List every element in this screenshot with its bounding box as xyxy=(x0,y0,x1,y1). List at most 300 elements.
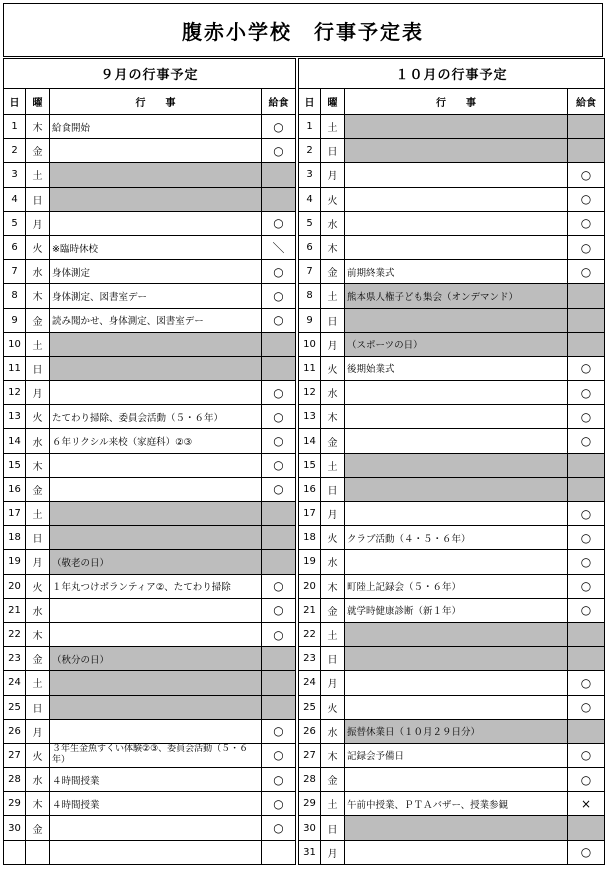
lunch-cell: ○ xyxy=(262,792,296,816)
event-cell xyxy=(50,502,262,526)
table-row xyxy=(4,671,296,695)
day-cell: 4 xyxy=(299,187,321,211)
event-cell: ３年生金魚すくい体験②③、委員会活動（５・６年） xyxy=(50,743,262,767)
lunch-cell: ○ xyxy=(568,502,605,526)
weekday-cell: 火 xyxy=(26,235,50,259)
event-cell: 読み聞かせ、身体測定、図書室デー xyxy=(50,308,262,332)
table-row xyxy=(4,598,296,622)
day-cell: 19 xyxy=(4,550,26,574)
event-cell xyxy=(50,381,262,405)
event-cell: 身体測定 xyxy=(50,260,262,284)
lunch-cell: ○ xyxy=(262,115,296,139)
event-cell xyxy=(345,139,568,163)
weekday-cell: 水 xyxy=(26,260,50,284)
event-cell xyxy=(345,115,568,139)
weekday-cell: 水 xyxy=(321,550,345,574)
day-cell: 15 xyxy=(4,453,26,477)
table-row xyxy=(4,840,296,864)
weekday-cell: 水 xyxy=(26,429,50,453)
event-cell: 熊本県人権子ども集会（オンデマンド） xyxy=(345,284,568,308)
lunch-cell: ○ xyxy=(568,526,605,550)
event-cell: 就学時健康診断（新１年） xyxy=(345,598,568,622)
weekday-cell: 月 xyxy=(321,502,345,526)
weekday-cell: 日 xyxy=(321,477,345,501)
lunch-cell xyxy=(262,840,296,864)
weekday-cell: 土 xyxy=(321,453,345,477)
weekday-cell: 月 xyxy=(26,381,50,405)
weekday-cell: 月 xyxy=(26,211,50,235)
event-cell: ６年リクシル来校（家庭科）②③ xyxy=(50,429,262,453)
lunch-cell xyxy=(262,526,296,550)
table-row xyxy=(299,598,605,622)
lunch-cell: ○ xyxy=(568,235,605,259)
event-cell: 町陸上記録会（５・６年） xyxy=(345,574,568,598)
col-event-header: 行 事 xyxy=(345,89,568,115)
table-row xyxy=(299,405,605,429)
day-cell: 28 xyxy=(299,768,321,792)
day-cell: 6 xyxy=(4,235,26,259)
day-cell: 8 xyxy=(299,284,321,308)
october-heading: １０月の行事予定 xyxy=(299,59,605,89)
table-row xyxy=(299,381,605,405)
day-cell: 28 xyxy=(4,768,26,792)
table-row xyxy=(299,115,605,139)
day-cell: 3 xyxy=(299,163,321,187)
table-row xyxy=(4,526,296,550)
weekday-cell: 火 xyxy=(26,743,50,767)
event-cell: クラブ活動（４・５・６年） xyxy=(345,526,568,550)
weekday-cell: 金 xyxy=(321,768,345,792)
table-row xyxy=(4,719,296,743)
event-cell xyxy=(50,671,262,695)
day-cell: 9 xyxy=(299,308,321,332)
lunch-cell: ○ xyxy=(568,574,605,598)
table-row xyxy=(4,308,296,332)
weekday-cell: 火 xyxy=(321,526,345,550)
weekday-cell: 木 xyxy=(321,235,345,259)
table-row xyxy=(299,308,605,332)
lunch-cell: ○ xyxy=(262,719,296,743)
event-cell xyxy=(345,671,568,695)
weekday-cell: 土 xyxy=(321,622,345,646)
lunch-cell: ○ xyxy=(568,356,605,380)
event-cell xyxy=(50,598,262,622)
day-cell xyxy=(4,840,26,864)
table-row xyxy=(299,768,605,792)
day-cell: 1 xyxy=(299,115,321,139)
day-cell: 17 xyxy=(299,502,321,526)
weekday-cell: 火 xyxy=(321,187,345,211)
table-row xyxy=(4,115,296,139)
event-cell: （敬老の日） xyxy=(50,550,262,574)
event-cell: ※臨時休校 xyxy=(50,235,262,259)
event-cell: 身体測定、図書室デー xyxy=(50,284,262,308)
table-row xyxy=(4,574,296,598)
day-cell: 25 xyxy=(4,695,26,719)
weekday-cell: 土 xyxy=(26,332,50,356)
lunch-cell xyxy=(568,816,605,840)
day-cell: 8 xyxy=(4,284,26,308)
weekday-cell: 火 xyxy=(26,574,50,598)
day-cell: 12 xyxy=(4,381,26,405)
day-cell: 30 xyxy=(4,816,26,840)
table-row xyxy=(4,187,296,211)
weekday-cell: 金 xyxy=(26,308,50,332)
weekday-cell: 土 xyxy=(26,502,50,526)
event-cell xyxy=(345,647,568,671)
lunch-cell xyxy=(568,719,605,743)
event-cell xyxy=(50,187,262,211)
lunch-cell: ○ xyxy=(262,574,296,598)
event-cell xyxy=(345,381,568,405)
lunch-cell: ○ xyxy=(262,598,296,622)
event-cell xyxy=(50,356,262,380)
weekday-cell: 日 xyxy=(321,139,345,163)
table-row xyxy=(4,695,296,719)
event-cell xyxy=(345,429,568,453)
september-schedule-table xyxy=(3,58,296,865)
event-cell xyxy=(50,526,262,550)
day-cell: 11 xyxy=(4,356,26,380)
lunch-cell: × xyxy=(568,792,605,816)
lunch-cell xyxy=(262,356,296,380)
lunch-cell: ○ xyxy=(568,768,605,792)
lunch-cell: ○ xyxy=(262,768,296,792)
day-cell: 29 xyxy=(4,792,26,816)
weekday-cell: 日 xyxy=(321,816,345,840)
event-cell: 給食開始 xyxy=(50,115,262,139)
table-row xyxy=(4,332,296,356)
event-cell: ４時間授業 xyxy=(50,768,262,792)
day-cell: 15 xyxy=(299,453,321,477)
event-cell xyxy=(345,477,568,501)
day-cell: 24 xyxy=(299,671,321,695)
day-cell: 26 xyxy=(4,719,26,743)
day-cell: 20 xyxy=(4,574,26,598)
weekday-cell: 日 xyxy=(321,647,345,671)
day-cell: 23 xyxy=(299,647,321,671)
day-cell: 18 xyxy=(4,526,26,550)
day-cell: 11 xyxy=(299,356,321,380)
weekday-cell: 日 xyxy=(26,187,50,211)
event-cell xyxy=(345,622,568,646)
weekday-cell: 水 xyxy=(321,381,345,405)
table-row xyxy=(4,235,296,259)
event-cell xyxy=(345,235,568,259)
table-row xyxy=(299,719,605,743)
lunch-cell: ○ xyxy=(568,211,605,235)
day-cell: 4 xyxy=(4,187,26,211)
lunch-cell: ○ xyxy=(568,840,605,864)
event-cell xyxy=(50,816,262,840)
event-cell: 後期始業式 xyxy=(345,356,568,380)
event-cell xyxy=(50,695,262,719)
lunch-cell: ○ xyxy=(568,671,605,695)
day-cell: 16 xyxy=(299,477,321,501)
table-row xyxy=(299,502,605,526)
day-cell: 14 xyxy=(4,429,26,453)
table-row xyxy=(4,453,296,477)
table-row xyxy=(299,622,605,646)
lunch-cell: ○ xyxy=(568,163,605,187)
lunch-cell: ○ xyxy=(568,598,605,622)
col-lunch-header: 給食 xyxy=(262,89,296,115)
event-cell xyxy=(50,719,262,743)
weekday-cell: 月 xyxy=(321,332,345,356)
weekday-cell: 金 xyxy=(26,139,50,163)
weekday-cell: 月 xyxy=(321,163,345,187)
weekday-cell xyxy=(26,840,50,864)
table-row xyxy=(299,429,605,453)
event-cell xyxy=(345,695,568,719)
day-cell: 21 xyxy=(299,598,321,622)
table-row xyxy=(299,211,605,235)
table-row xyxy=(4,381,296,405)
lunch-cell xyxy=(568,284,605,308)
lunch-cell: ○ xyxy=(568,260,605,284)
october-schedule-table xyxy=(298,58,605,865)
table-row xyxy=(299,671,605,695)
weekday-cell: 土 xyxy=(26,163,50,187)
day-cell: 6 xyxy=(299,235,321,259)
table-row xyxy=(299,792,605,816)
weekday-cell: 水 xyxy=(321,211,345,235)
lunch-cell xyxy=(262,332,296,356)
page-title: 腹赤小学校 行事予定表 xyxy=(3,3,603,57)
lunch-cell: ○ xyxy=(262,743,296,767)
weekday-cell: 月 xyxy=(26,550,50,574)
day-cell: 16 xyxy=(4,477,26,501)
day-cell: 27 xyxy=(4,743,26,767)
weekday-cell: 金 xyxy=(26,477,50,501)
event-cell: 記録会予備日 xyxy=(345,743,568,767)
event-cell: 午前中授業、ＰＴＡバザー、授業参観 xyxy=(345,792,568,816)
lunch-cell xyxy=(568,647,605,671)
day-cell: 12 xyxy=(299,381,321,405)
table-row xyxy=(4,477,296,501)
lunch-cell xyxy=(262,671,296,695)
table-row xyxy=(299,187,605,211)
table-row xyxy=(4,743,296,767)
event-cell xyxy=(50,163,262,187)
lunch-cell xyxy=(568,115,605,139)
day-cell: 2 xyxy=(299,139,321,163)
event-cell xyxy=(345,453,568,477)
table-row xyxy=(299,453,605,477)
day-cell: 27 xyxy=(299,743,321,767)
weekday-cell: 日 xyxy=(321,308,345,332)
lunch-cell xyxy=(262,187,296,211)
day-cell: 18 xyxy=(299,526,321,550)
table-row xyxy=(4,163,296,187)
september-heading: ９月の行事予定 xyxy=(4,59,296,89)
table-row xyxy=(299,550,605,574)
weekday-cell: 木 xyxy=(26,115,50,139)
event-cell xyxy=(345,768,568,792)
lunch-cell xyxy=(262,163,296,187)
lunch-cell xyxy=(568,622,605,646)
table-row xyxy=(299,743,605,767)
weekday-cell: 水 xyxy=(26,598,50,622)
table-row xyxy=(299,260,605,284)
table-row xyxy=(299,332,605,356)
col-lunch-header: 給食 xyxy=(568,89,605,115)
weekday-cell: 日 xyxy=(26,526,50,550)
day-cell: 13 xyxy=(299,405,321,429)
weekday-cell: 木 xyxy=(26,792,50,816)
weekday-cell: 金 xyxy=(321,260,345,284)
day-cell: 31 xyxy=(299,840,321,864)
col-weekday-header: 曜 xyxy=(26,89,50,115)
weekday-cell: 土 xyxy=(321,115,345,139)
weekday-cell: 木 xyxy=(26,284,50,308)
event-cell xyxy=(50,211,262,235)
day-cell: 20 xyxy=(299,574,321,598)
lunch-cell: ○ xyxy=(262,308,296,332)
table-row xyxy=(299,477,605,501)
lunch-cell: ○ xyxy=(262,381,296,405)
event-cell xyxy=(345,840,568,864)
table-row xyxy=(299,695,605,719)
table-row xyxy=(299,840,605,864)
day-cell: 1 xyxy=(4,115,26,139)
event-cell: （秋分の日） xyxy=(50,647,262,671)
col-weekday-header: 曜 xyxy=(321,89,345,115)
event-cell xyxy=(50,840,262,864)
day-cell: 2 xyxy=(4,139,26,163)
table-row xyxy=(299,356,605,380)
weekday-cell: 木 xyxy=(26,622,50,646)
event-cell xyxy=(345,405,568,429)
weekday-cell: 日 xyxy=(26,695,50,719)
event-cell xyxy=(50,622,262,646)
weekday-cell: 金 xyxy=(321,598,345,622)
lunch-cell: ○ xyxy=(262,405,296,429)
weekday-cell: 金 xyxy=(26,816,50,840)
lunch-cell: ○ xyxy=(568,550,605,574)
weekday-cell: 土 xyxy=(321,792,345,816)
weekday-cell: 火 xyxy=(321,695,345,719)
day-cell: 25 xyxy=(299,695,321,719)
table-row xyxy=(4,429,296,453)
lunch-cell: ○ xyxy=(262,622,296,646)
weekday-cell: 火 xyxy=(321,356,345,380)
day-cell: 23 xyxy=(4,647,26,671)
weekday-cell: 木 xyxy=(321,743,345,767)
day-cell: 3 xyxy=(4,163,26,187)
lunch-cell xyxy=(568,332,605,356)
table-row xyxy=(299,163,605,187)
lunch-cell: ○ xyxy=(568,187,605,211)
table-row xyxy=(4,768,296,792)
lunch-cell xyxy=(568,477,605,501)
day-cell: 21 xyxy=(4,598,26,622)
table-row xyxy=(4,647,296,671)
day-cell: 22 xyxy=(299,622,321,646)
lunch-cell xyxy=(568,308,605,332)
event-cell: ４時間授業 xyxy=(50,792,262,816)
lunch-cell: ＼ xyxy=(262,235,296,259)
event-cell: たてわり掃除、委員会活動（５・６年） xyxy=(50,405,262,429)
day-cell: 7 xyxy=(4,260,26,284)
event-cell xyxy=(345,187,568,211)
lunch-cell: ○ xyxy=(262,453,296,477)
lunch-cell: ○ xyxy=(568,743,605,767)
lunch-cell xyxy=(568,139,605,163)
day-cell: 29 xyxy=(299,792,321,816)
lunch-cell xyxy=(262,502,296,526)
col-day-header: 日 xyxy=(299,89,321,115)
event-cell xyxy=(345,211,568,235)
weekday-cell: 月 xyxy=(26,719,50,743)
table-row xyxy=(4,550,296,574)
event-cell xyxy=(50,139,262,163)
table-row xyxy=(299,235,605,259)
event-cell xyxy=(345,308,568,332)
lunch-cell xyxy=(262,647,296,671)
day-cell: 9 xyxy=(4,308,26,332)
lunch-cell xyxy=(568,453,605,477)
day-cell: 5 xyxy=(4,211,26,235)
table-row xyxy=(4,792,296,816)
lunch-cell: ○ xyxy=(568,695,605,719)
lunch-cell: ○ xyxy=(568,381,605,405)
day-cell: 19 xyxy=(299,550,321,574)
day-cell: 10 xyxy=(4,332,26,356)
event-cell xyxy=(345,816,568,840)
day-cell: 13 xyxy=(4,405,26,429)
day-cell: 24 xyxy=(4,671,26,695)
col-day-header: 日 xyxy=(4,89,26,115)
day-cell: 30 xyxy=(299,816,321,840)
day-cell: 10 xyxy=(299,332,321,356)
september-rows xyxy=(4,115,296,865)
lunch-cell: ○ xyxy=(262,139,296,163)
table-row xyxy=(4,139,296,163)
weekday-cell: 火 xyxy=(26,405,50,429)
event-cell xyxy=(50,453,262,477)
weekday-cell: 土 xyxy=(26,671,50,695)
table-row xyxy=(4,356,296,380)
event-cell xyxy=(345,502,568,526)
table-row xyxy=(299,647,605,671)
weekday-cell: 木 xyxy=(321,405,345,429)
weekday-cell: 木 xyxy=(26,453,50,477)
table-row xyxy=(299,526,605,550)
day-cell: 7 xyxy=(299,260,321,284)
event-cell xyxy=(345,163,568,187)
event-cell: （スポーツの日） xyxy=(345,332,568,356)
lunch-cell xyxy=(262,550,296,574)
table-row xyxy=(4,502,296,526)
weekday-cell: 水 xyxy=(26,768,50,792)
weekday-cell: 土 xyxy=(321,284,345,308)
table-row xyxy=(299,284,605,308)
table-row xyxy=(299,574,605,598)
lunch-cell: ○ xyxy=(262,429,296,453)
weekday-cell: 金 xyxy=(26,647,50,671)
october-rows xyxy=(299,115,605,865)
weekday-cell: 月 xyxy=(321,671,345,695)
lunch-cell: ○ xyxy=(262,260,296,284)
table-row xyxy=(299,816,605,840)
event-cell: 前期終業式 xyxy=(345,260,568,284)
day-cell: 17 xyxy=(4,502,26,526)
weekday-cell: 月 xyxy=(321,840,345,864)
col-event-header: 行 事 xyxy=(50,89,262,115)
lunch-cell xyxy=(262,695,296,719)
table-row xyxy=(4,284,296,308)
